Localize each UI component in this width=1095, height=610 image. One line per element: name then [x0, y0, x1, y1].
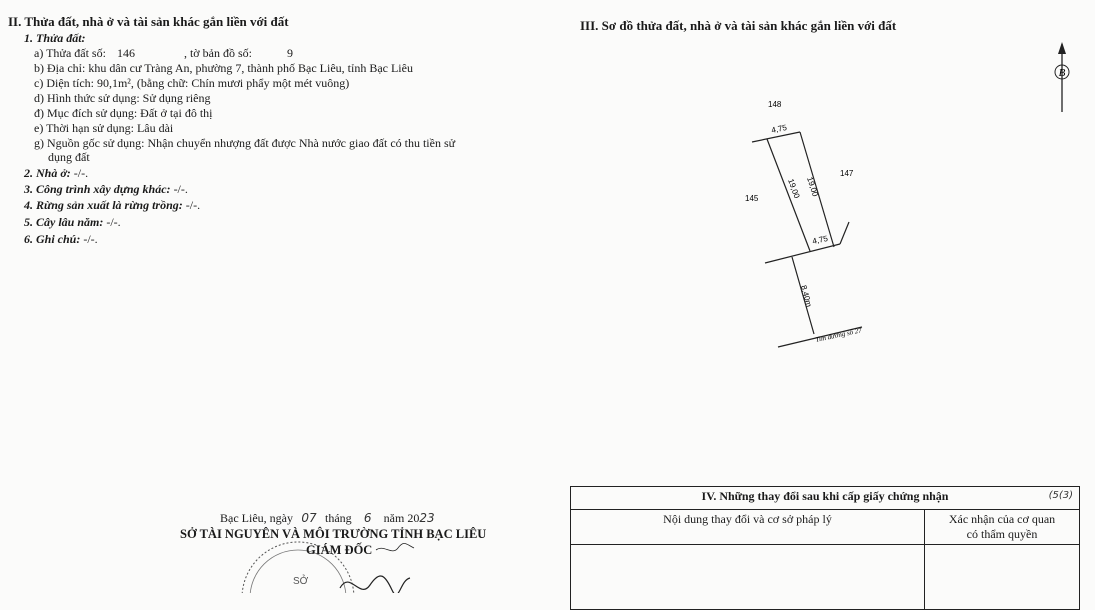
map-sheet-value: 9 — [286, 46, 293, 60]
notes-value: -/-. — [83, 232, 98, 246]
usage-purpose-row: đ) Mục đích sử dụng: Đất ở tại đô thị — [34, 106, 213, 120]
address-row: b) Địa chỉ: khu dân cư Tràng An, phường 7, thành phố Bạc Liêu, tỉnh Bạc Liêu — [34, 61, 413, 75]
north-label: B — [1058, 67, 1066, 79]
dimension-top-label: 4,75 — [770, 122, 788, 135]
page-mark: (5(3) — [1048, 490, 1073, 501]
dimension-road-label: 8,40m — [799, 284, 814, 308]
changes-table-header-row — [571, 510, 1080, 545]
neighbor-145-label: 145 — [745, 194, 759, 203]
notes-label: 6. Ghi chú: — [24, 232, 81, 246]
parcel-number-label: a) Thửa đất số: — [34, 46, 106, 60]
column-change-content: Nội dung thay đổi và cơ sở pháp lý — [571, 510, 925, 545]
change-content-cell — [571, 545, 925, 610]
date-year-word: năm 20 — [383, 511, 420, 525]
section3-title: III. Sơ đồ thửa đất, nhà ở và tài sản khác gắn liền với đất — [580, 18, 897, 33]
forest-label: 4. Rừng sản xuất là rừng trồng: — [24, 198, 183, 212]
dimension-bottom-label: 4,75 — [811, 233, 829, 246]
section2-title: II. Thửa đất, nhà ở và tài sản khác gắn liền với đất — [8, 14, 289, 29]
forest-value: -/-. — [185, 198, 201, 212]
parcel-number-value: 146 — [116, 46, 135, 60]
map-sheet-label: , tờ bản đồ số: — [183, 46, 252, 60]
date-prefix: Bạc Liêu, ngày — [220, 511, 293, 525]
column-confirmation-line2: có thẩm quyền — [966, 527, 1038, 541]
usage-form-row: d) Hình thức sử dụng: Sử dụng riêng — [34, 91, 211, 105]
house-label: 2. Nhà ở: — [24, 166, 71, 180]
changes-table-title-row — [571, 487, 1080, 510]
house-value: -/-. — [73, 166, 89, 180]
section4-title: IV. Những thay đổi sau khi cấp giấy chứng nhận — [701, 489, 949, 503]
date-line — [220, 512, 435, 525]
agency-name: SỞ TÀI NGUYÊN VÀ MÔI TRƯỜNG TỈNH BẠC LIÊU — [180, 527, 487, 541]
date-month: 6 — [363, 511, 372, 525]
neighbor-148-label: 148 — [768, 100, 782, 109]
north-arrow-icon — [1055, 42, 1069, 112]
date-day: 07 — [301, 511, 317, 525]
date-month-word: tháng — [324, 511, 352, 525]
area-row: c) Diện tích: 90,1m², (bằng chữ: Chín mươi phẩy một mét vuông) — [34, 76, 350, 90]
dimension-right-label: 19,00 — [805, 175, 820, 198]
parcel-heading: 1. Thửa đất: — [24, 31, 86, 45]
director-title: GIÁM ĐỐC — [306, 543, 373, 557]
perennial-label: 5. Cây lâu năm: — [24, 215, 104, 229]
changes-table-row — [571, 545, 1080, 610]
other-construction-value: -/-. — [173, 182, 188, 196]
perennial-value: -/-. — [106, 215, 121, 229]
origin-row: g) Nguồn gốc sử dụng: Nhận chuyển nhượng đất được Nhà nước giao đất có thu tiền sử — [34, 136, 456, 150]
usage-term-row: e) Thời hạn sử dụng: Lâu dài — [34, 121, 174, 135]
changes-table-title — [571, 487, 1080, 510]
column-confirmation — [925, 510, 1080, 545]
road-label: Tim đường số 27 — [814, 326, 863, 344]
confirmation-cell — [925, 545, 1080, 610]
parcel-outline — [752, 132, 862, 347]
date-year: 23 — [419, 511, 435, 525]
dimension-left-label: 19,00 — [786, 177, 802, 200]
origin-row-cont: dụng đất — [48, 150, 90, 164]
neighbor-147-label: 147 — [840, 169, 854, 178]
column-confirmation-line1: Xác nhận của cơ quan — [948, 512, 1056, 526]
other-construction-label: 3. Công trình xây dựng khác: — [24, 182, 171, 196]
stamp-text: SỞ — [293, 576, 309, 587]
changes-table — [570, 486, 1080, 610]
